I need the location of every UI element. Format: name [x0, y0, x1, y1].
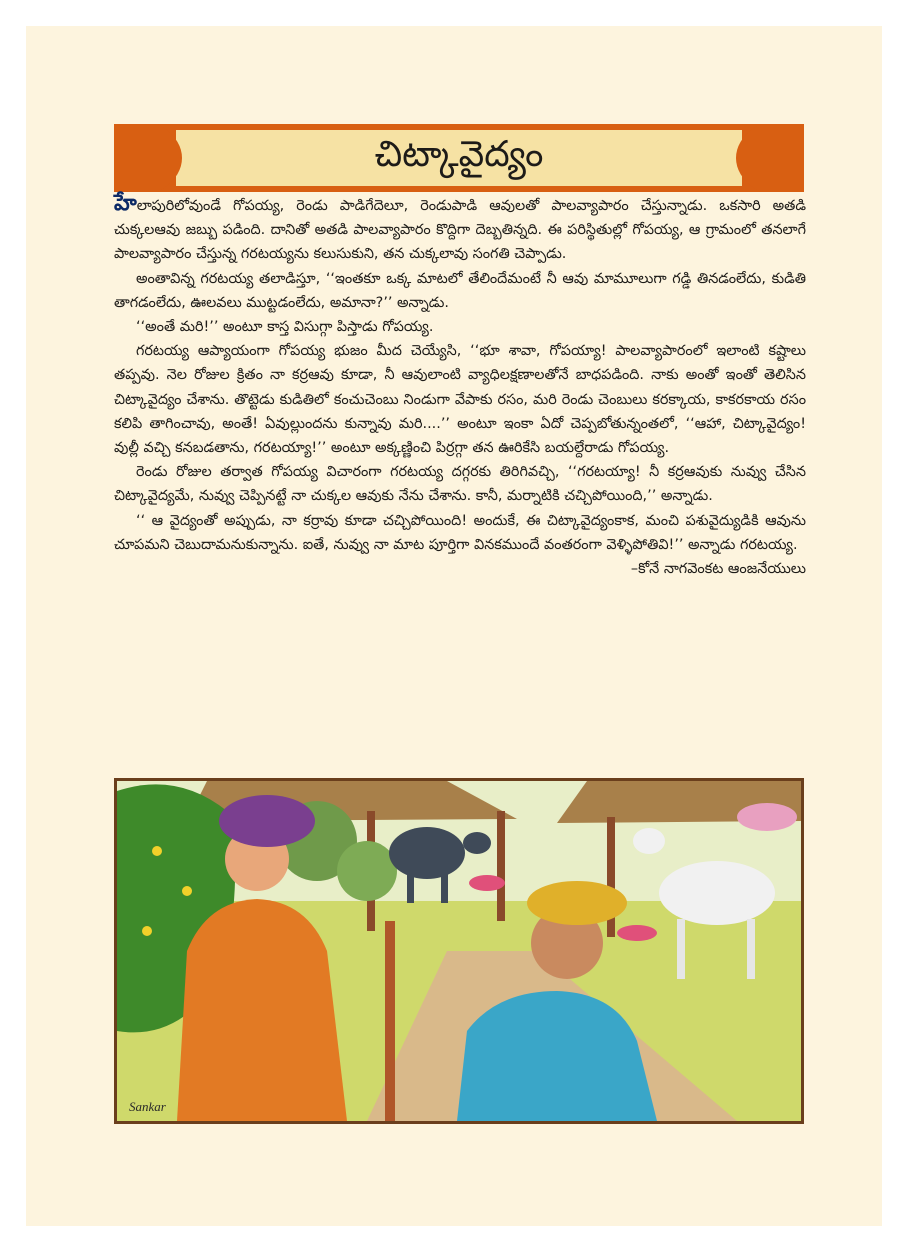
buffalo-leg	[407, 871, 414, 903]
story-paragraph-2: అంతావిన్న గరటయ్య తలాడిస్తూ, ‘‘ఇంతకూ ఒక్క మాటలో తేలిందేమంటే నీ ఆవు మామూలుగా గడ్డి తినడంలేదు, కుడితి తాగడంలేదు, ఊలవలు ముట్టడంలేదు, అమానా?’’ అన్నాడు.	[114, 270, 806, 311]
drop-cap: హే	[114, 191, 137, 216]
illustration-scene	[117, 781, 801, 1121]
magazine-page	[26, 26, 882, 1226]
story-paragraph-4: గరటయ్య ఆప్యాయంగా గోపయ్య భుజం మీద చెయ్యేసి, ‘‘భూ శావా, గోపయ్యా! పాలవ్యాపారంలో ఇలాంటి కష్టాలు తప్పవు. నెల రోజుల క్రితం నా కర్రఆవు కూడా, నీ ఆవులాంటి వ్యాధిలక్షణాలతోనే బాధపడింది. నాకు అంతో ఇంతో తెలిసిన చిట్కావైద్యం చేశాను. తొట్టెడు కుడితిలో కంచుచెంబు నిండుగా వేపాకు రసం, మరి రెండు చెంబులు కరక్కాయ, కాకరకాయ రసం కలిపి తాగించావు, అంతే! ఏవుల్లుందను కున్నావు మరి....’’ అంటూ ఇంకా ఏదో చెప్పబోతున్నంతలో, ‘‘ఆహా, చిట్కావైద్యం! వుల్లీ వచ్చి కనబడతాను, గరటయ్యా!’’ అంటూ అక్కణ్ణించి పిర్రగ్గా తన ఊరికేసి బయల్దేరాడు గోపయ్య.	[114, 343, 806, 457]
title-banner	[114, 124, 804, 192]
hanging-bowl	[617, 925, 657, 941]
cow-body	[659, 861, 775, 925]
paragraph-text: ‘‘ ఆ వైద్యంతో అప్పుడు, నా కర్రావు కూడా చచ్చిపోయింది! అందుకే, ఈ చిట్కావైద్యంకాక, మంచి పశువైద్యుడికి ఆవును చూపమని చెబుదామనుకున్నాను. ఐతే, నువ్వు నా మాట పూర్తిగా వినకముందే వంతరంగా వెళ్ళిపోతివి!’’ అన్నాడు గరటయ్య.	[114, 512, 806, 553]
walking-stick	[385, 921, 395, 1121]
story-title: చిట్కావైద్యం	[374, 134, 544, 175]
buffalo-leg	[441, 871, 448, 903]
artist-signature: Sankar	[129, 1099, 166, 1114]
purple-turban	[219, 795, 315, 847]
cow-head	[633, 828, 665, 854]
bush-flower	[142, 926, 152, 936]
yellow-turban	[527, 881, 627, 925]
author-credit: –కోనే నాగవెంకట ఆంజనేయులు	[630, 561, 806, 578]
buffalo-head	[463, 832, 491, 854]
story-paragraph-6	[114, 509, 806, 578]
story-illustration	[114, 778, 804, 1124]
cow-leg	[747, 919, 755, 979]
buffalo-body	[389, 827, 465, 879]
shed-pole	[497, 811, 505, 921]
second-cow	[737, 803, 797, 831]
tree-foliage	[337, 841, 397, 901]
story-body	[114, 192, 806, 581]
bush-flower	[152, 846, 162, 856]
story-paragraph-1	[114, 192, 806, 267]
feed-bowl	[469, 875, 505, 891]
paragraph-text: లాపురిలోవుండే గోపయ్య, రెండు పాడిగేదెలూ, రెండుపాడి ఆవులతో పాలవ్యాపారం చేస్తున్నాడు. ఒకసారి అతడి చుక్కలఆవు జబ్బు పడింది. దానితో అతడి పాలవ్యాపారం కొద్దిగా దెబ్బతిన్నది. ఈ పరిస్థితుల్లో గోపయ్య, ఆ గ్రామంలో తనలాగే పాలవ్యాపారం చేస్తున్న గరటయ్యను కలుసుకుని, తన చుక్కలావు సంగతి చెప్పాడు.	[114, 198, 806, 263]
cow-leg	[677, 919, 685, 979]
bush-flower	[182, 886, 192, 896]
story-paragraph-3: ‘‘అంతే మరి!’’ అంటూ కాస్త విసుగ్గా పిస్తాడు గోపయ్య.	[136, 319, 434, 336]
story-paragraph-5: రెండు రోజుల తర్వాత గోపయ్య విచారంగా గరటయ్య దగ్గరకు తిరిగివచ్చి, ‘‘గరటయ్యా! నీ కర్రఆవుకు నువ్వు చేసిన చిట్కావైద్యమే, నువ్వు చెప్పినట్టే నా చుక్కల ఆవుకు నేను చేశాను. కానీ, మర్నాటికి చచ్చిపోయింది,’’ అన్నాడు.	[114, 464, 806, 505]
